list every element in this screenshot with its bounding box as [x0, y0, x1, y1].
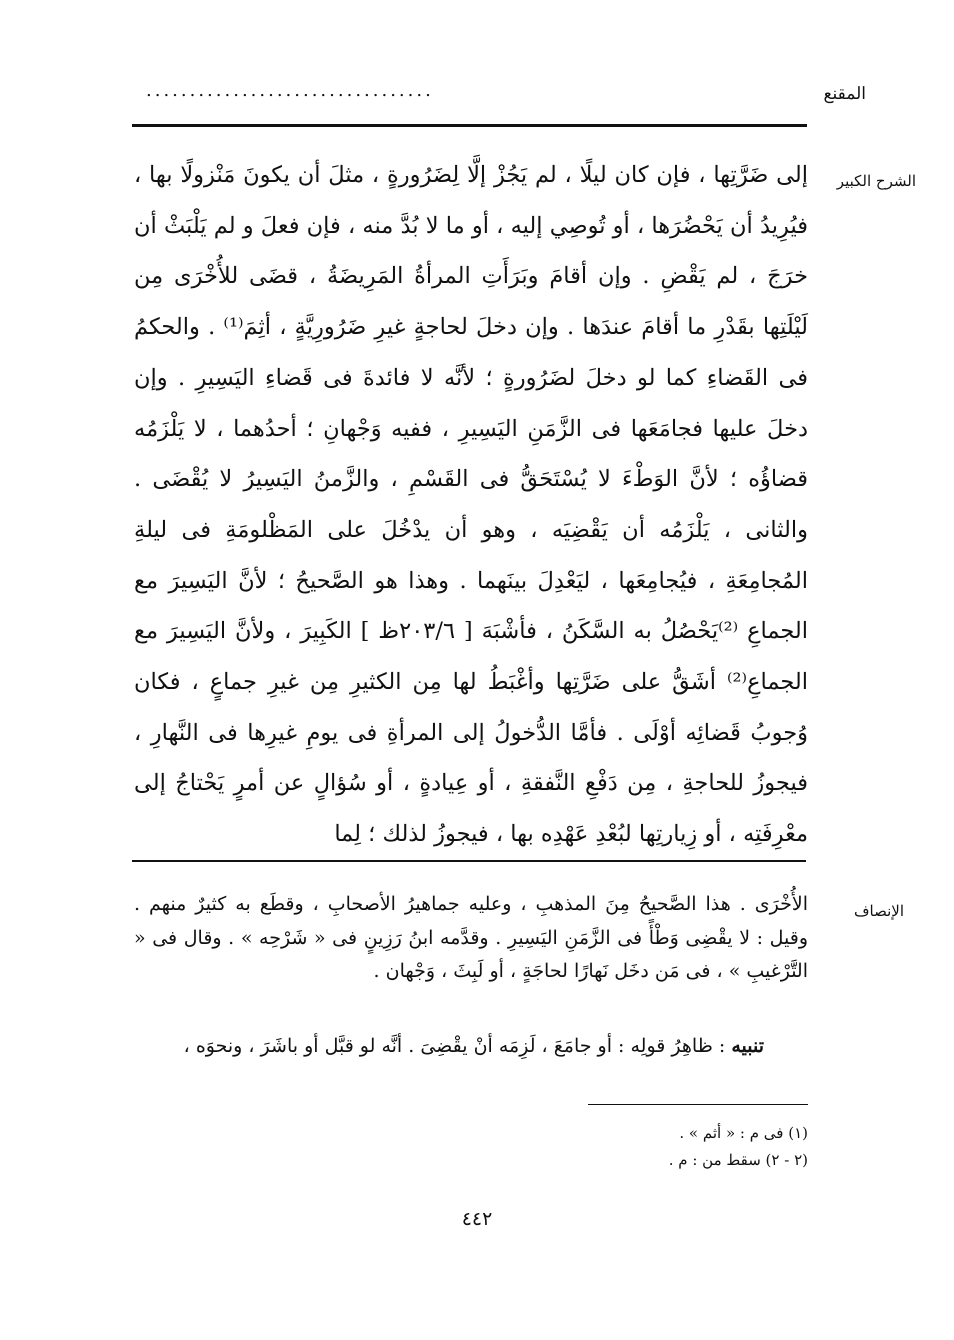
- tanbih-lead: تنبيه: [731, 1035, 764, 1057]
- tanbih-text: : ظاهِرُ قولِه : أو جامَعَ ، لَزِمَه أنْ يقْضِىَ . أنَّه لو قبَّل أو باشَرَ ، ونحوَه ،: [183, 1035, 732, 1057]
- running-header-dots: .................................: [146, 80, 434, 101]
- footnote-1: (١) فى م : « أثم » .: [679, 1124, 808, 1142]
- section-divider: [132, 860, 806, 862]
- main-commentary-text: إلى ضَرَّتِها ، فإن كان ليلًا ، لم يَجُزْ إلَّا لِضَرُورةٍ ، مثلَ أن يكونَ مَنْزولًا بها ، فيُرِيدُ أن يَحْضُرَها ، أو تُوصِي إليه ، أو ما لا بُدَّ منه ، فإن فعلَ و لم يَلْبَثْ أن خرَجَ ، لم يَقْضِ . وإن أقامَ وبَرَأَتِ المرأةُ المَرِيضَةُ ، قضَى للأُخْرَى مِن لَيْلَتِها بقَدْرِ ما أقامَ عندَها . وإن دخلَ لحاجةٍ غيرِ ضَرُورِيَّةٍ ، أثِمَ⁽¹⁾ . والحكمُ فى القَضاءِ كما لو دخلَ لضَرُورةٍ ؛ لأنَّه لا فائدةَ فى قَضاءِ اليَسِيرِ . وإن دخلَ عليها فجامَعَها فى الزَّمَنِ اليَسِيرِ ، ففيه وَجْهانِ ؛ أحدُهما ، لا يَلْزَمُه قضاؤُه ؛ لأنَّ الوَطْءَ لا يُسْتَحَقُّ فى القَسْمِ ، والزَّمنُ اليَسِيرُ لا يُقْضَى . والثانى ، يَلْزَمُه أن يَقْضِيَه ، وهو أن يدْخُلَ على المَظْلومَةِ فى ليلةِ المُجامِعَةِ ، فيُجامِعَها ، ليَعْدِلَ بينَهما . وهذا هو الصَّحيحُ ؛ لأنَّ اليَسِيرَ مع الجماعِ ⁽²⁾يَحْصُلُ به السَّكَنُ ، فأشْبَهَ [ ٢٠٣/٦ظ ] الكَبِيرَ ، ولأنَّ اليَسِيرَ مع الجماعِ⁽²⁾ أشَقُّ على ضَرَّتِها وأغْبَطُ لها مِن الكثيرِ مِن غيرِ جماعٍ ، فكان وُجوبُ قَضائِه أوْلَى . فأمَّا الدُّخولُ إلى المرأةِ فى يومِ غيرِها فى النَّهارِ ، فيجوزُ للحاجةِ ، مِن دَفْعِ النَّفقةِ ، أو عِيادةٍ ، أو سُؤالٍ عن أمرٍ يَحْتاجُ إلى معْرِفَتِه ، أو زِيارتِها لبُعْدِ عَهْدِه بها ، فيجوزُ لذلك ؛ لِما: [134, 162, 808, 848]
- header-rule: [132, 124, 807, 127]
- section-label-insaf: الإنصاف: [853, 902, 904, 920]
- page-number: ٤٤٢: [461, 1208, 493, 1230]
- tanbih-note: [134, 1030, 764, 1063]
- section-label-main: الشرح الكبير: [836, 172, 916, 190]
- running-header-title: المقنع: [823, 84, 866, 104]
- footnote-rule: [588, 1104, 808, 1105]
- insaf-text: الأُخْرَى . هذا الصَّحيحُ مِنَ المذهبِ ، وعليه جماهيرُ الأصحابِ ، وقطَع به كثيرٌ منهم . وقيل : لا يقْضِى وَطْأً فى الزَّمَنِ اليَسِيرِ . وقدَّمه ابنُ رَزِينٍ فى « شَرْحِه » . وقال فى « التَّرْغيبِ » ، فى مَن دخَل نَهارًا لحاجَةٍ ، أو لَبِثَ ، وَجْهان .: [134, 893, 808, 982]
- footnote-2: (٢ - ٢) سقط من : م .: [668, 1151, 808, 1169]
- footnotes: [308, 1120, 808, 1174]
